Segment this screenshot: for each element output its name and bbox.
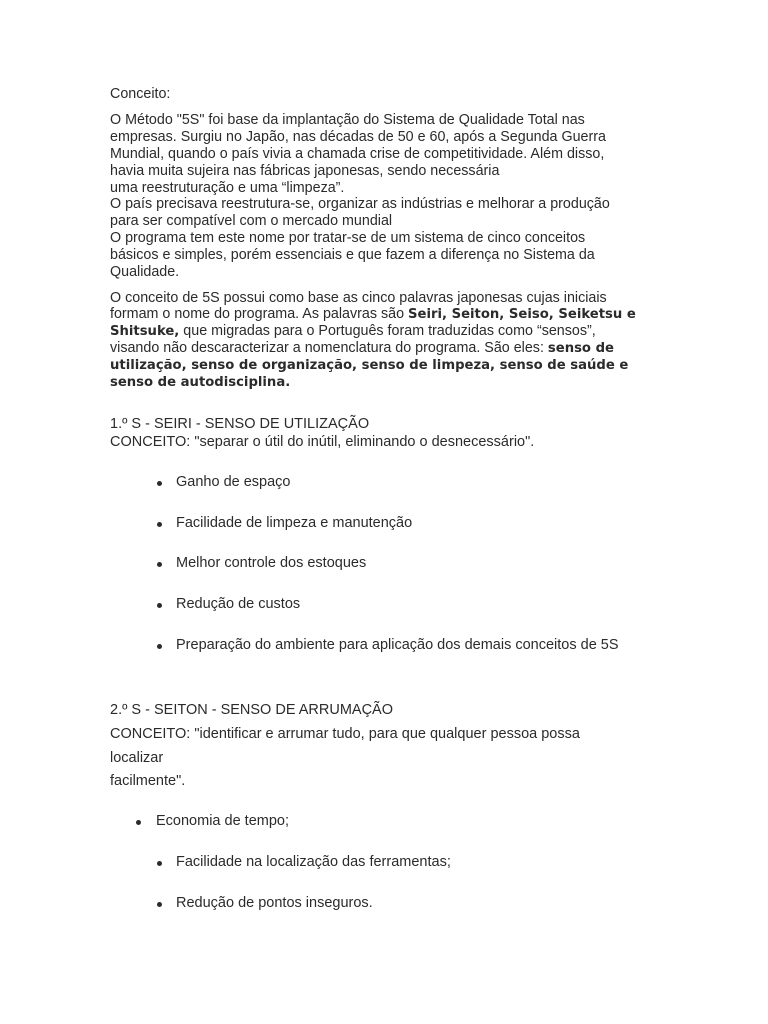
- intro-line: havia muita sujeira nas fábricas japonesas, sendo necessária: [110, 163, 500, 179]
- bullet-icon: [157, 644, 162, 649]
- list-item: Redução de pontos inseguros.: [176, 895, 373, 911]
- section1-heading: 1.º S - SEIRI - SENSO DE UTILIZAÇÃO: [110, 416, 370, 432]
- intro-line: uma reestruturação e uma “limpeza”.: [110, 180, 345, 196]
- intro-line: O Método "5S" foi base da implantação do Sistema de Qualidade Total nas: [110, 112, 585, 128]
- list-item: Economia de tempo;: [156, 813, 289, 829]
- bullet-icon: [157, 902, 162, 907]
- section2-concept: CONCEITO: "identificar e arrumar tudo, para que qualquer pessoa possa: [110, 726, 580, 742]
- list-item: Facilidade na localização das ferramentas;: [176, 854, 451, 870]
- concept-line: [110, 306, 636, 324]
- section1-concept: CONCEITO: "separar o útil do inútil, eliminando o desnecessário".: [110, 434, 535, 450]
- list-item: Melhor controle dos estoques: [176, 555, 367, 571]
- bullet-icon: [157, 481, 162, 486]
- section2-concept: facilmente".: [110, 773, 186, 789]
- bullet-icon: [157, 603, 162, 608]
- section2-heading: 2.º S - SEITON - SENSO DE ARRUMAÇÃO: [110, 702, 393, 718]
- concept-bold: Seiri, Seiton, Seiso, Seiketsu e: [408, 307, 636, 322]
- concept-text: visando não descaracterizar a nomenclatura do programa. São eles:: [110, 340, 548, 356]
- intro-line: básicos e simples, porém essenciais e que fazem a diferença no Sistema da: [110, 247, 595, 263]
- list-item: Preparação do ambiente para aplicação dos demais conceitos de 5S: [176, 637, 619, 653]
- intro-line: O país precisava reestrutura-se, organizar as indústrias e melhorar a produção: [110, 196, 610, 212]
- concept-line: [110, 340, 614, 358]
- concept-bold: utilização, senso de organização, senso de limpeza, senso de saúde e: [110, 358, 629, 373]
- concept-bold: Shitsuke,: [110, 324, 180, 339]
- concept-bold: senso de: [547, 341, 614, 356]
- intro-line: Qualidade.: [110, 264, 180, 280]
- concept-line: O conceito de 5S possui como base as cinco palavras japonesas cujas iniciais: [110, 290, 607, 306]
- concept-bold: senso de autodisciplina.: [110, 375, 291, 390]
- list-item: Ganho de espaço: [176, 474, 291, 490]
- bullet-icon: [157, 522, 162, 527]
- bullet-icon: [157, 861, 162, 866]
- concept-line: [110, 323, 596, 341]
- concept-line: [110, 374, 290, 392]
- list-item: Redução de custos: [176, 596, 301, 612]
- intro-line: empresas. Surgiu no Japão, nas décadas de 50 e 60, após a Segunda Guerra: [110, 129, 606, 145]
- list-item: Facilidade de limpeza e manutenção: [176, 515, 413, 531]
- section2-concept: localizar: [110, 750, 164, 766]
- bullet-icon: [157, 562, 162, 567]
- intro-line: O programa tem este nome por tratar-se de um sistema de cinco conceitos: [110, 230, 586, 246]
- concept-text: que migradas para o Português foram traduzidas como “sensos”,: [179, 323, 596, 339]
- bullet-icon: [136, 820, 141, 825]
- intro-line: Mundial, quando o país vivia a chamada crise de competitividade. Além disso,: [110, 146, 605, 162]
- intro-line: para ser compatível com o mercado mundial: [110, 213, 393, 229]
- intro-title: Conceito:: [110, 86, 171, 102]
- concept-line: [110, 357, 628, 375]
- concept-text: formam o nome do programa. As palavras são: [110, 306, 408, 322]
